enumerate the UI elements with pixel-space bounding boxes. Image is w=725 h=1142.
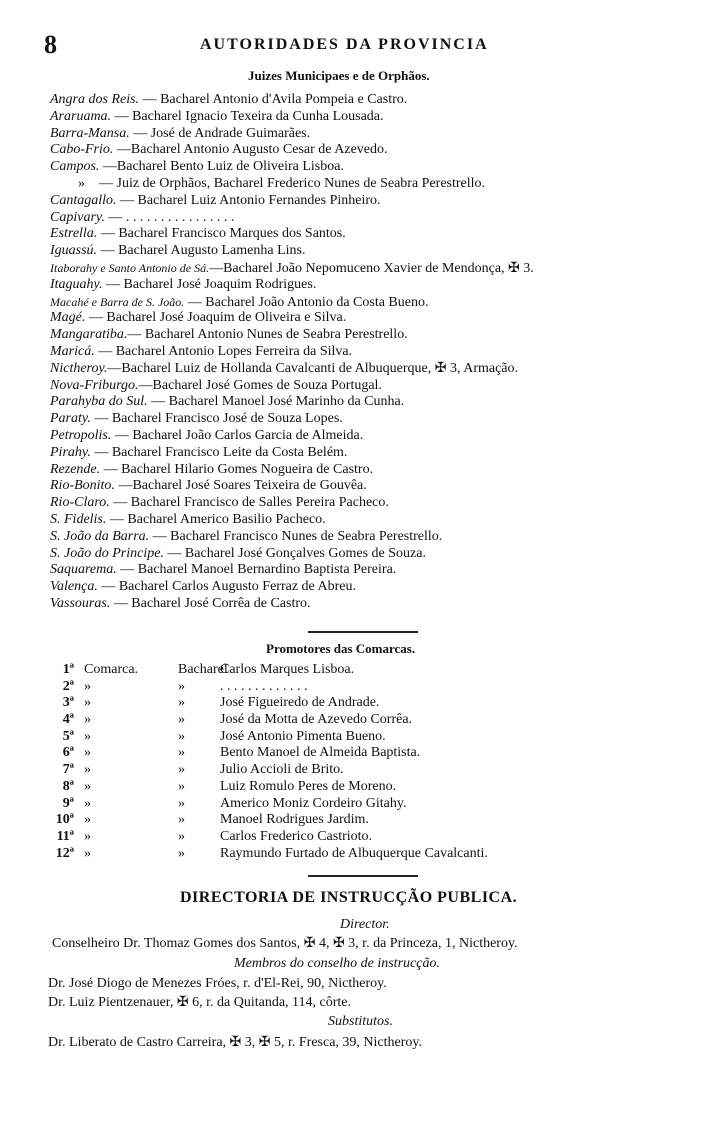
- comarca-number: 2ª: [62, 678, 74, 694]
- substitutes-label: Substitutos.: [328, 1014, 393, 1029]
- comarca-row: [48, 779, 588, 796]
- judge-name: — Bacharel José Joaquim Rodrigues.: [102, 276, 317, 292]
- comarca-label: »: [84, 695, 91, 711]
- comarca-row: [48, 712, 588, 729]
- place-name: Iguassú.: [50, 243, 98, 259]
- comarca-label: »: [84, 728, 91, 744]
- promotor-name: Carlos Frederico Castrioto.: [220, 828, 373, 844]
- place-name: Nova-Friburgo.: [50, 377, 139, 393]
- comarca-label: »: [84, 812, 91, 828]
- title-label: »: [178, 778, 185, 794]
- comarca-row: [48, 729, 588, 746]
- judge-entry: [50, 462, 710, 479]
- place-name: Paraty.: [50, 411, 91, 427]
- place-name: Araruama.: [50, 108, 112, 124]
- judge-entry: [50, 495, 710, 512]
- place-name: Macahé e Barra de S. João.: [50, 294, 185, 309]
- place-name: Angra dos Reis.: [50, 92, 140, 107]
- substitute-entry: Dr. Liberato de Castro Carreira, ✠ 3, ✠ 5, r. Fresca, 39, Nictheroy.: [48, 1035, 423, 1050]
- comarca-label: »: [84, 845, 91, 861]
- judge-entry: [50, 327, 710, 344]
- judge-name: — Bacharel Ignacio Texeira da Cunha Lousada.: [111, 108, 384, 124]
- section-divider: [308, 631, 418, 633]
- place-name: Nictheroy.: [50, 360, 108, 376]
- title-label: »: [178, 712, 185, 728]
- promotor-name: José Antonio Pimenta Bueno.: [220, 728, 386, 744]
- promotor-name: Raymundo Furtado de Albuquerque Cavalcanti.: [220, 845, 488, 861]
- judges-list: [50, 92, 710, 613]
- comarca-label: »: [84, 712, 91, 728]
- comarca-row: [48, 812, 588, 829]
- judge-name: — Bacharel Augusto Lamenha Lins.: [97, 243, 306, 259]
- judge-entry: [50, 445, 710, 462]
- judge-name: —Bacharel Antonio Augusto Cesar de Azevedo.: [113, 142, 388, 158]
- judge-entry: [50, 512, 710, 529]
- page-title: AUTORIDADES DA PROVINCIA: [200, 36, 489, 53]
- place-name: S. Fidelis.: [50, 511, 107, 527]
- promotor-name: José da Motta de Azevedo Corrêa.: [220, 712, 413, 728]
- judge-name: — Bacharel Francisco Leite da Costa Belém.: [90, 444, 348, 460]
- judge-name: » — Juiz de Orphãos, Bacharel Frederico Nunes de Seabra Perestrello.: [50, 175, 486, 191]
- title-label: »: [178, 678, 185, 694]
- place-name: Maricá.: [50, 343, 95, 359]
- judge-name: —Bacharel João Nepomuceno Xavier de Mendonça, ✠ 3.: [209, 260, 534, 276]
- members-label: Membros do conselho de instrucção.: [234, 956, 440, 971]
- judge-name: — Bacharel Francisco de Salles Pereira Pacheco.: [109, 495, 389, 511]
- comarca-label: »: [84, 762, 91, 778]
- comarca-number: 4ª: [62, 712, 74, 728]
- place-name: S. João do Principe.: [50, 545, 164, 561]
- comarca-number: 7ª: [62, 762, 74, 778]
- judge-name: — José de Andrade Guimarães.: [129, 125, 311, 141]
- comarca-row: [48, 829, 588, 846]
- judge-entry: [50, 294, 710, 311]
- title-label: »: [178, 745, 185, 761]
- judge-entry: [50, 126, 710, 143]
- judge-name: —Bacharel José Soares Teixeira de Gouvêa.: [114, 478, 367, 494]
- title-label: »: [178, 695, 185, 711]
- director-entry: Conselheiro Dr. Thomaz Gomes dos Santos, ✠ 4, ✠ 3, r. da Princeza, 1, Nictheroy.: [52, 936, 518, 951]
- place-name: Vassouras.: [50, 595, 111, 611]
- promotores-list: [48, 662, 588, 862]
- comarca-label: »: [84, 745, 91, 761]
- member-entry: Dr. Luiz Pientzenauer, ✠ 6, r. da Quitanda, 114, côrte.: [48, 995, 352, 1010]
- judge-entry: [50, 394, 710, 411]
- judge-name: — . . . . . . . . . . . . . . . .: [104, 209, 235, 225]
- place-name: Petropolis.: [50, 427, 112, 443]
- judge-entry: [50, 109, 710, 126]
- judge-entry: [50, 478, 710, 495]
- judge-entry: [50, 159, 710, 176]
- promotor-name: Carlos Marques Lisboa.: [220, 662, 355, 677]
- place-name: Capivary.: [50, 209, 105, 225]
- comarca-number: 11ª: [56, 828, 74, 844]
- judge-entry: [50, 596, 710, 613]
- judge-name: — Bacharel Francisco Nunes de Seabra Perestrello.: [149, 528, 443, 544]
- judge-entry: [50, 277, 710, 294]
- title-label: »: [178, 728, 185, 744]
- comarca-row: [48, 695, 588, 712]
- promotor-name: José Figueiredo de Andrade.: [220, 695, 380, 711]
- comarca-label: »: [84, 828, 91, 844]
- comarca-label: »: [84, 795, 91, 811]
- place-name: Cabo-Frio.: [50, 142, 114, 158]
- judge-name: — Bacharel João Antonio da Costa Bueno.: [184, 294, 429, 310]
- comarca-number: 5ª: [62, 728, 74, 744]
- comarca-row: [48, 762, 588, 779]
- judge-entry: [50, 210, 710, 227]
- judge-entry: [50, 579, 710, 596]
- judge-entry: [50, 529, 710, 546]
- judge-name: — Bacharel Carlos Augusto Ferraz de Abreu.: [97, 579, 356, 595]
- title-label: »: [178, 795, 185, 811]
- judge-name: — Bacharel Antonio Nunes de Seabra Perestrello.: [127, 327, 408, 343]
- title-label: »: [178, 812, 185, 828]
- comarca-label: »: [84, 678, 91, 694]
- comarca-label: »: [84, 778, 91, 794]
- judge-entry: [50, 378, 710, 395]
- title-label: »: [178, 762, 185, 778]
- judge-entry: [50, 310, 710, 327]
- judge-name: — Bacharel João Carlos Garcia de Almeida.: [111, 427, 364, 443]
- promotor-name: Luiz Romulo Peres de Moreno.: [220, 778, 397, 794]
- comarca-number: 1ª: [62, 662, 74, 677]
- comarca-label: Comarca.: [84, 662, 139, 677]
- comarca-number: 8ª: [62, 778, 74, 794]
- judge-name: —Bacharel José Gomes de Souza Portugal.: [138, 377, 382, 393]
- judge-entry: [50, 344, 710, 361]
- judge-name: — Bacharel Antonio Lopes Ferreira da Silva.: [94, 343, 353, 359]
- director-label: Director.: [340, 917, 390, 932]
- comarca-number: 3ª: [62, 695, 74, 711]
- title-label: Bacharel: [178, 662, 228, 677]
- place-name: Parahyba do Sul.: [50, 394, 148, 410]
- judge-name: — Bacharel Luiz Antonio Fernandes Pinheiro.: [116, 192, 381, 208]
- comarca-number: 6ª: [62, 745, 74, 761]
- place-name: Itaborahy e Santo Antonio de Sá.: [50, 260, 210, 275]
- promotor-name: Julio Accioli de Brito.: [220, 762, 344, 778]
- judge-name: — Bacharel Manoel José Marinho da Cunha.: [147, 394, 405, 410]
- comarca-row: [48, 662, 588, 679]
- place-name: Mangaratiba.: [50, 327, 128, 343]
- judge-entry: [50, 361, 710, 378]
- judge-name: — Bacharel Francisco Marques dos Santos.: [97, 226, 346, 242]
- comarca-number: 10ª: [55, 812, 74, 828]
- promotores-section-title: Promotores das Comarcas.: [266, 641, 416, 656]
- judge-entry: [50, 411, 710, 428]
- comarca-row: [48, 679, 588, 696]
- judge-name: — Bacharel Antonio d'Avila Pompeia e Castro.: [139, 92, 408, 107]
- judges-section-title: Juizes Municipaes e de Orphãos.: [248, 68, 430, 83]
- place-name: Magé.: [50, 310, 86, 326]
- judge-name: — Bacharel Americo Basilio Pacheco.: [106, 511, 326, 527]
- place-name: Itaguahy.: [50, 276, 103, 292]
- title-label: »: [178, 845, 185, 861]
- judge-name: —Bacharel Bento Luiz de Oliveira Lisboa.: [99, 159, 344, 175]
- judge-entry: [50, 243, 710, 260]
- place-name: Campos.: [50, 159, 100, 175]
- promotor-name: Americo Moniz Cordeiro Gitahy.: [220, 795, 407, 811]
- member-entry: Dr. José Diogo de Menezes Fróes, r. d'El-Rei, 90, Nictheroy.: [48, 976, 387, 991]
- place-name: Rio-Claro.: [50, 495, 110, 511]
- judge-entry: [50, 260, 710, 277]
- directoria-title: DIRECTORIA DE INSTRUCÇÃO PUBLICA.: [180, 889, 518, 906]
- place-name: Rio-Bonito.: [50, 478, 115, 494]
- judge-entry: [50, 428, 710, 445]
- judge-entry: [50, 226, 710, 243]
- judge-entry: [50, 193, 710, 210]
- judge-name: — Bacharel Francisco José de Souza Lopes.: [90, 411, 343, 427]
- page-number: 8: [44, 30, 57, 59]
- title-label: »: [178, 828, 185, 844]
- judge-entry: [50, 142, 710, 159]
- judge-entry: [50, 546, 710, 563]
- place-name: Rezende.: [50, 461, 101, 477]
- judge-name: —Bacharel Luiz de Hollanda Cavalcanti de Albuquerque, ✠ 3, Armação.: [107, 360, 519, 376]
- judge-name: — Bacharel Hilario Gomes Nogueira de Castro.: [100, 461, 374, 477]
- place-name: Pirahy.: [50, 444, 91, 460]
- place-name: Valença.: [50, 579, 98, 595]
- section-divider: [308, 875, 418, 877]
- place-name: Barra-Mansa.: [50, 125, 130, 141]
- judge-entry: [50, 176, 710, 193]
- comarca-number: 9ª: [62, 795, 74, 811]
- promotor-name: Manoel Rodrigues Jardim.: [220, 812, 369, 828]
- place-name: Estrella.: [50, 226, 98, 242]
- comarca-number: 12ª: [55, 845, 74, 861]
- comarca-row: [48, 846, 588, 863]
- judge-name: — Bacharel José Gonçalves Gomes de Souza.: [163, 545, 426, 561]
- judge-name: — Bacharel José Joaquim de Oliveira e Silva.: [85, 310, 347, 326]
- place-name: Cantagallo.: [50, 192, 117, 208]
- judge-entry: [50, 92, 710, 109]
- comarca-row: [48, 745, 588, 762]
- promotor-name: Bento Manoel de Almeida Baptista.: [220, 745, 421, 761]
- judge-entry: [50, 562, 710, 579]
- judge-name: — Bacharel Manoel Bernardino Baptista Pereira.: [116, 562, 397, 578]
- promotor-name: . . . . . . . . . . . . .: [220, 678, 308, 694]
- place-name: S. João da Barra.: [50, 528, 150, 544]
- place-name: Saquarema.: [50, 562, 117, 578]
- judge-name: — Bacharel José Corrêa de Castro.: [110, 595, 311, 611]
- comarca-row: [48, 796, 588, 813]
